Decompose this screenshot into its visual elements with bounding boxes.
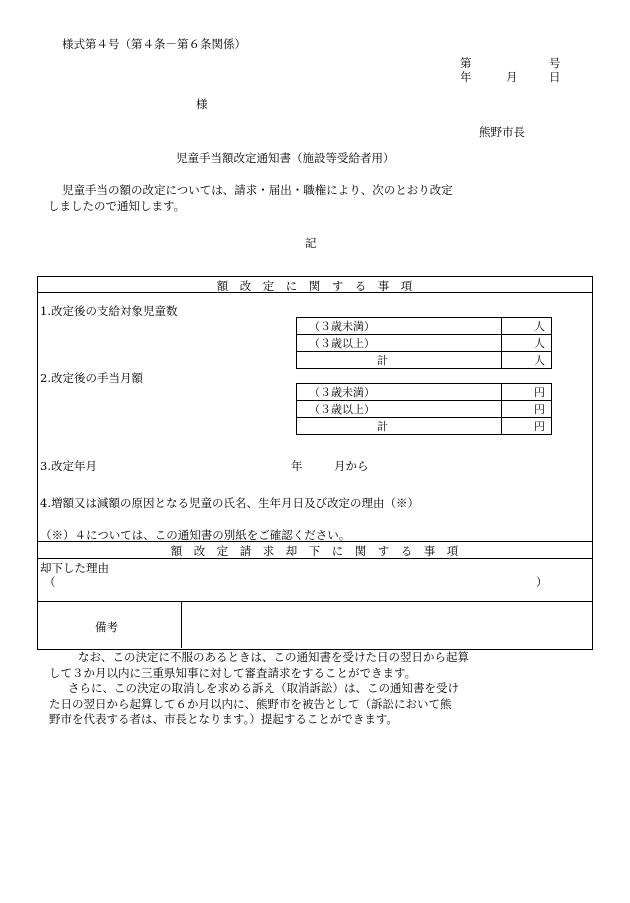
intro-line-1: 児童手当の額の改定については、請求・届出・職権により、次のとおり改定 <box>62 183 453 197</box>
table-row <box>297 418 552 435</box>
section1-header: 額 改 定 に 関 す る 事 項 <box>216 279 413 293</box>
table-row <box>297 401 552 418</box>
item1-label: 1.改定後の支給対象児童数 <box>40 304 178 318</box>
item4-label: 4.増額又は減額の原因となる児童の氏名、生年月日及び改定の理由（※） <box>40 496 419 510</box>
appeal-notice <box>48 650 469 728</box>
divider <box>37 292 592 293</box>
intro-text <box>48 183 453 214</box>
remarks-field <box>186 605 586 645</box>
lawsuit-line-2: た日の翌日から起算して６か月以内に、熊野市を被告として（訴訟において熊 <box>49 696 452 711</box>
item3-label: 3.改定年月 <box>40 459 97 473</box>
section2-header: 額 改 定 請 求 却 下 に 関 す る 事 項 <box>170 544 459 558</box>
table-row <box>297 384 552 401</box>
date-year: 年 <box>460 70 472 84</box>
paren-close: ） <box>536 575 548 589</box>
divider <box>181 601 182 648</box>
paren-open: （ <box>44 575 56 589</box>
appeal-line-2: して３か月以内に三重県知事に対して審査請求をすることができます。 <box>49 665 417 680</box>
doc-number-prefix: 第 <box>460 56 472 70</box>
appeal-line-1: なお、この決定に不服のあるときは、この通知書を受けた日の翌日から起算 <box>78 650 469 664</box>
rejection-reason-label: 却下した理由 <box>40 561 109 575</box>
table-row <box>297 318 552 335</box>
item2-label: 2.改定後の手当月額 <box>40 371 143 385</box>
row-unit: 人 <box>501 318 551 335</box>
date-day: 日 <box>549 70 561 84</box>
row-unit: 円 <box>501 418 551 435</box>
row-label: （３歳以上） <box>297 401 502 418</box>
page-title: 児童手当額改定通知書（施設等受給者用） <box>176 151 395 165</box>
row-label: （３歳未満） <box>297 384 502 401</box>
monthly-allowance-table <box>296 383 552 435</box>
note: （※）４については、この通知書の別紙をご確認ください。 <box>40 528 351 542</box>
divider <box>37 558 592 559</box>
doc-number-suffix: 号 <box>549 56 561 70</box>
row-unit: 人 <box>501 335 551 352</box>
table-row <box>297 335 552 352</box>
row-label: 計 <box>297 352 502 369</box>
divider <box>37 601 592 602</box>
row-label: （３歳以上） <box>297 335 502 352</box>
revision-year: 年 <box>291 459 303 473</box>
lawsuit-line-1: さらに、この決定の取消しを求める訴え（取消訴訟）は、この通知書を受け <box>68 681 459 695</box>
row-unit: 人 <box>501 352 551 369</box>
row-unit: 円 <box>501 384 551 401</box>
children-count-table <box>296 317 552 369</box>
form-number: 様式第４号（第４条－第６条関係） <box>62 37 246 51</box>
intro-line-2: しましたので通知します。 <box>48 198 186 213</box>
row-label: （３歳未満） <box>297 318 502 335</box>
date-month: 月 <box>506 70 518 84</box>
revision-month: 月から <box>334 459 369 473</box>
addressee: 様 <box>196 97 208 111</box>
row-label: 計 <box>297 418 502 435</box>
issuer: 熊野市長 <box>479 125 525 139</box>
row-unit: 円 <box>501 401 551 418</box>
divider <box>37 541 592 542</box>
remarks-label: 備考 <box>95 620 118 634</box>
lawsuit-line-3: 野市を代表する者は、市長となります。）提起することができます。 <box>49 712 398 726</box>
ki-mark: 記 <box>305 236 317 250</box>
table-row <box>297 352 552 369</box>
